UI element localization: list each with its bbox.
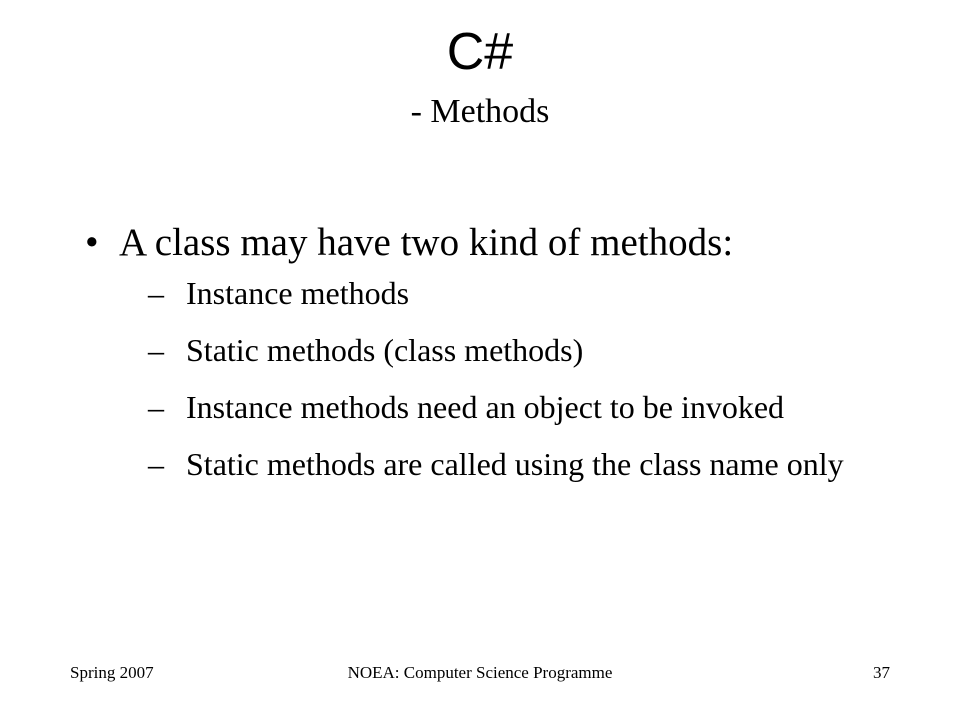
slide-subtitle: - Methods	[410, 93, 550, 130]
sub-bullet-text: Instance methods	[186, 275, 410, 311]
page-number: 37	[873, 663, 890, 682]
sub-bullet-item	[148, 331, 888, 370]
main-bullet-text: A class may have two kind of methods:	[119, 221, 734, 264]
sub-bullet-item	[148, 274, 888, 313]
dash-marker: –	[148, 332, 164, 368]
slide-title: C#	[446, 23, 514, 81]
sub-bullet-list	[148, 274, 888, 502]
dash-marker: –	[148, 446, 164, 482]
dash-marker: –	[148, 389, 164, 425]
main-bullet	[85, 220, 733, 266]
footer-organization: NOEA: Computer Science Programme	[347, 663, 613, 682]
sub-bullet-text: Static methods are called using the class name only	[186, 446, 844, 482]
bullet-marker: •	[85, 221, 99, 264]
sub-bullet-item	[148, 445, 888, 484]
sub-bullet-item	[148, 388, 888, 427]
sub-bullet-text: Instance methods need an object to be invoked	[186, 389, 785, 425]
sub-bullet-text: Static methods (class methods)	[186, 332, 584, 368]
footer-date: Spring 2007	[70, 663, 154, 682]
dash-marker: –	[148, 275, 164, 311]
